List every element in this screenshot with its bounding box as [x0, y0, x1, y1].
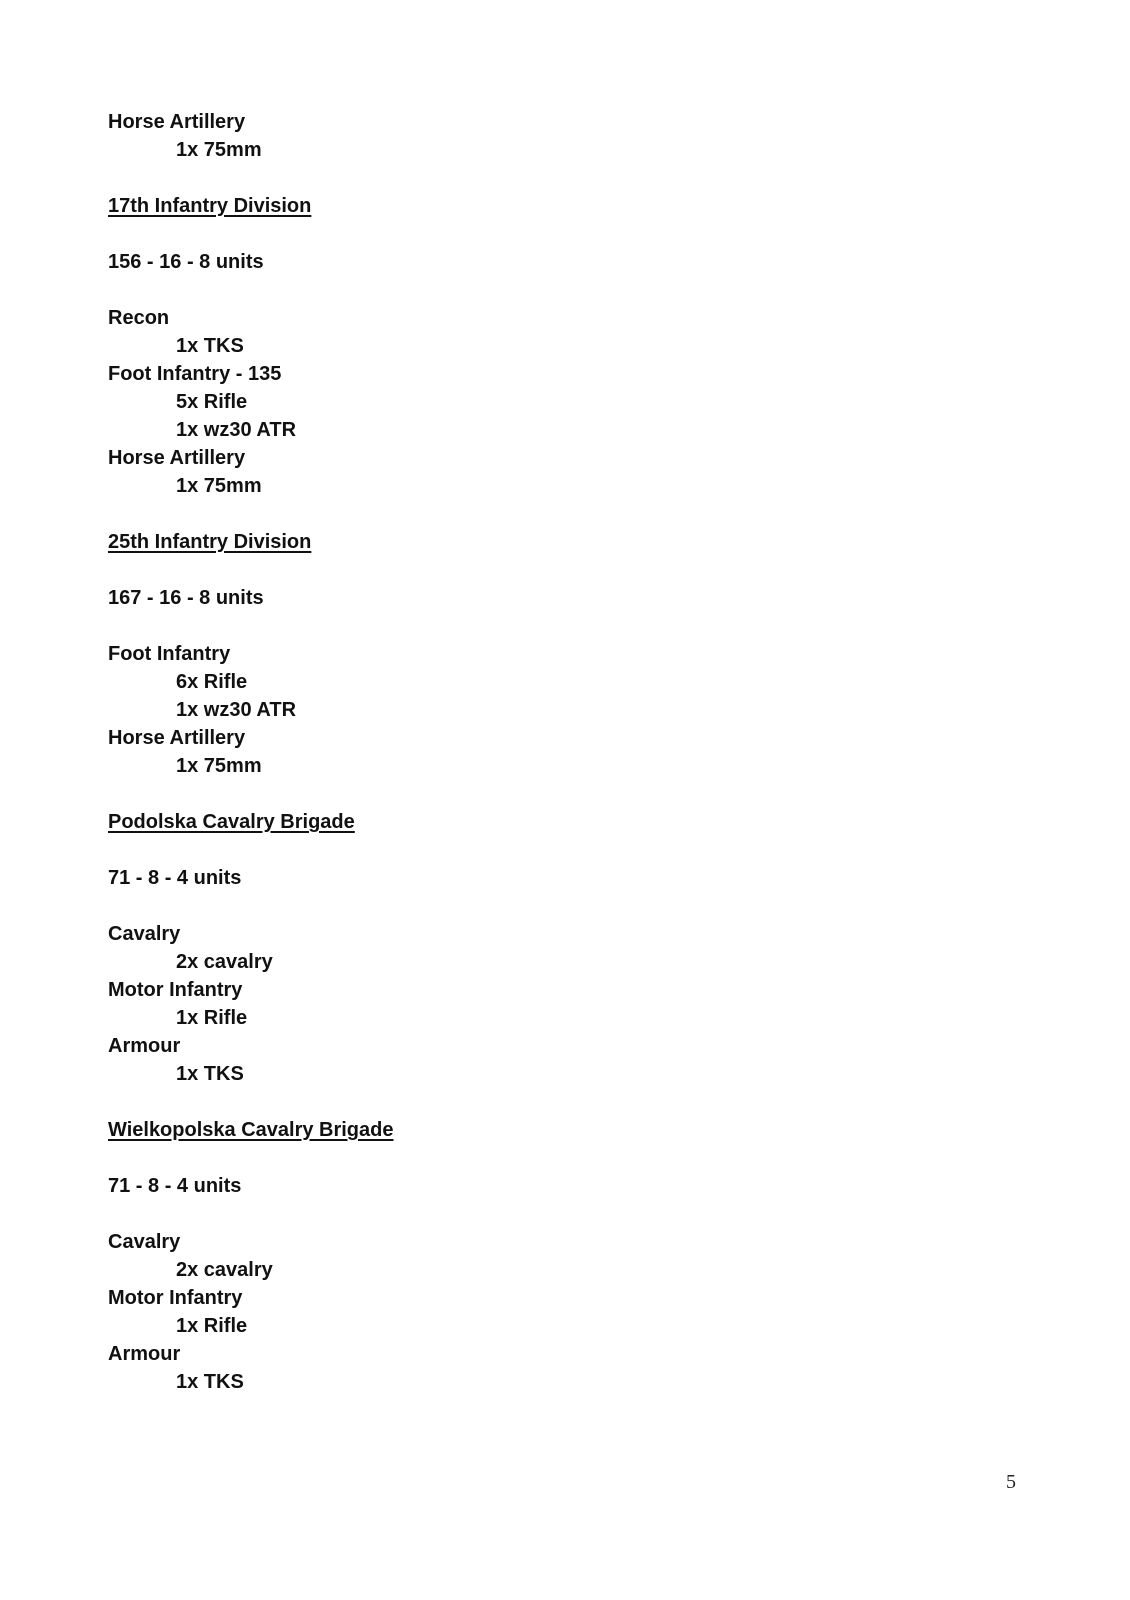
spacer	[108, 220, 908, 248]
section-17th-infantry-division	[108, 192, 908, 500]
category-label: Cavalry	[108, 1231, 181, 1253]
unit-entry: 1x TKS	[176, 1063, 244, 1085]
unit-entry: 1x wz30 ATR	[176, 419, 297, 441]
section-stats: 156 - 16 - 8 units	[108, 251, 264, 273]
category-label: Cavalry	[108, 923, 181, 945]
document-body	[108, 108, 908, 1396]
spacer	[108, 780, 908, 808]
unit-entry: 1x Rifle	[176, 1007, 248, 1029]
spacer	[108, 1088, 908, 1116]
section-25th-infantry-division	[108, 528, 908, 780]
unit-entry: 1x Rifle	[176, 1315, 248, 1337]
unit-entry: 1x 75mm	[176, 139, 262, 161]
unit-entry: 1x TKS	[176, 335, 244, 357]
section-wielkopolska-cavalry-brigade	[108, 1116, 908, 1396]
section-continuation	[108, 108, 908, 164]
spacer	[108, 612, 908, 640]
category-label: Foot Infantry - 135	[108, 363, 282, 385]
unit-entry: 1x 75mm	[176, 475, 262, 497]
unit-entry: 6x Rifle	[176, 671, 248, 693]
category-label: Armour	[108, 1343, 181, 1365]
spacer	[108, 1144, 908, 1172]
category-label: Recon	[108, 307, 170, 329]
category-label: Horse Artillery	[108, 447, 246, 469]
category-label: Motor Infantry	[108, 979, 243, 1001]
spacer	[108, 892, 908, 920]
section-stats: 71 - 8 - 4 units	[108, 867, 242, 889]
unit-entry: 5x Rifle	[176, 391, 248, 413]
spacer	[108, 836, 908, 864]
section-stats: 71 - 8 - 4 units	[108, 1175, 242, 1197]
section-stats: 167 - 16 - 8 units	[108, 587, 264, 609]
section-title: Podolska Cavalry Brigade	[108, 811, 355, 833]
section-title: 17th Infantry Division	[108, 195, 312, 217]
unit-entry: 2x cavalry	[176, 951, 273, 973]
section-title: Wielkopolska Cavalry Brigade	[108, 1119, 394, 1141]
section-title: 25th Infantry Division	[108, 531, 312, 553]
spacer	[108, 556, 908, 584]
category-label: Horse Artillery	[108, 727, 246, 749]
spacer	[108, 500, 908, 528]
section-podolska-cavalry-brigade	[108, 808, 908, 1088]
category-label: Motor Infantry	[108, 1287, 243, 1309]
unit-entry: 2x cavalry	[176, 1259, 273, 1281]
unit-entry: 1x wz30 ATR	[176, 699, 297, 721]
category-label: Armour	[108, 1035, 181, 1057]
spacer	[108, 164, 908, 192]
page-number: 5	[1006, 1471, 1016, 1493]
spacer	[108, 276, 908, 304]
spacer	[108, 1200, 908, 1228]
unit-entry: 1x 75mm	[176, 755, 262, 777]
category-label: Foot Infantry	[108, 643, 231, 665]
category-label: Horse Artillery	[108, 111, 246, 133]
unit-entry: 1x TKS	[176, 1371, 244, 1393]
